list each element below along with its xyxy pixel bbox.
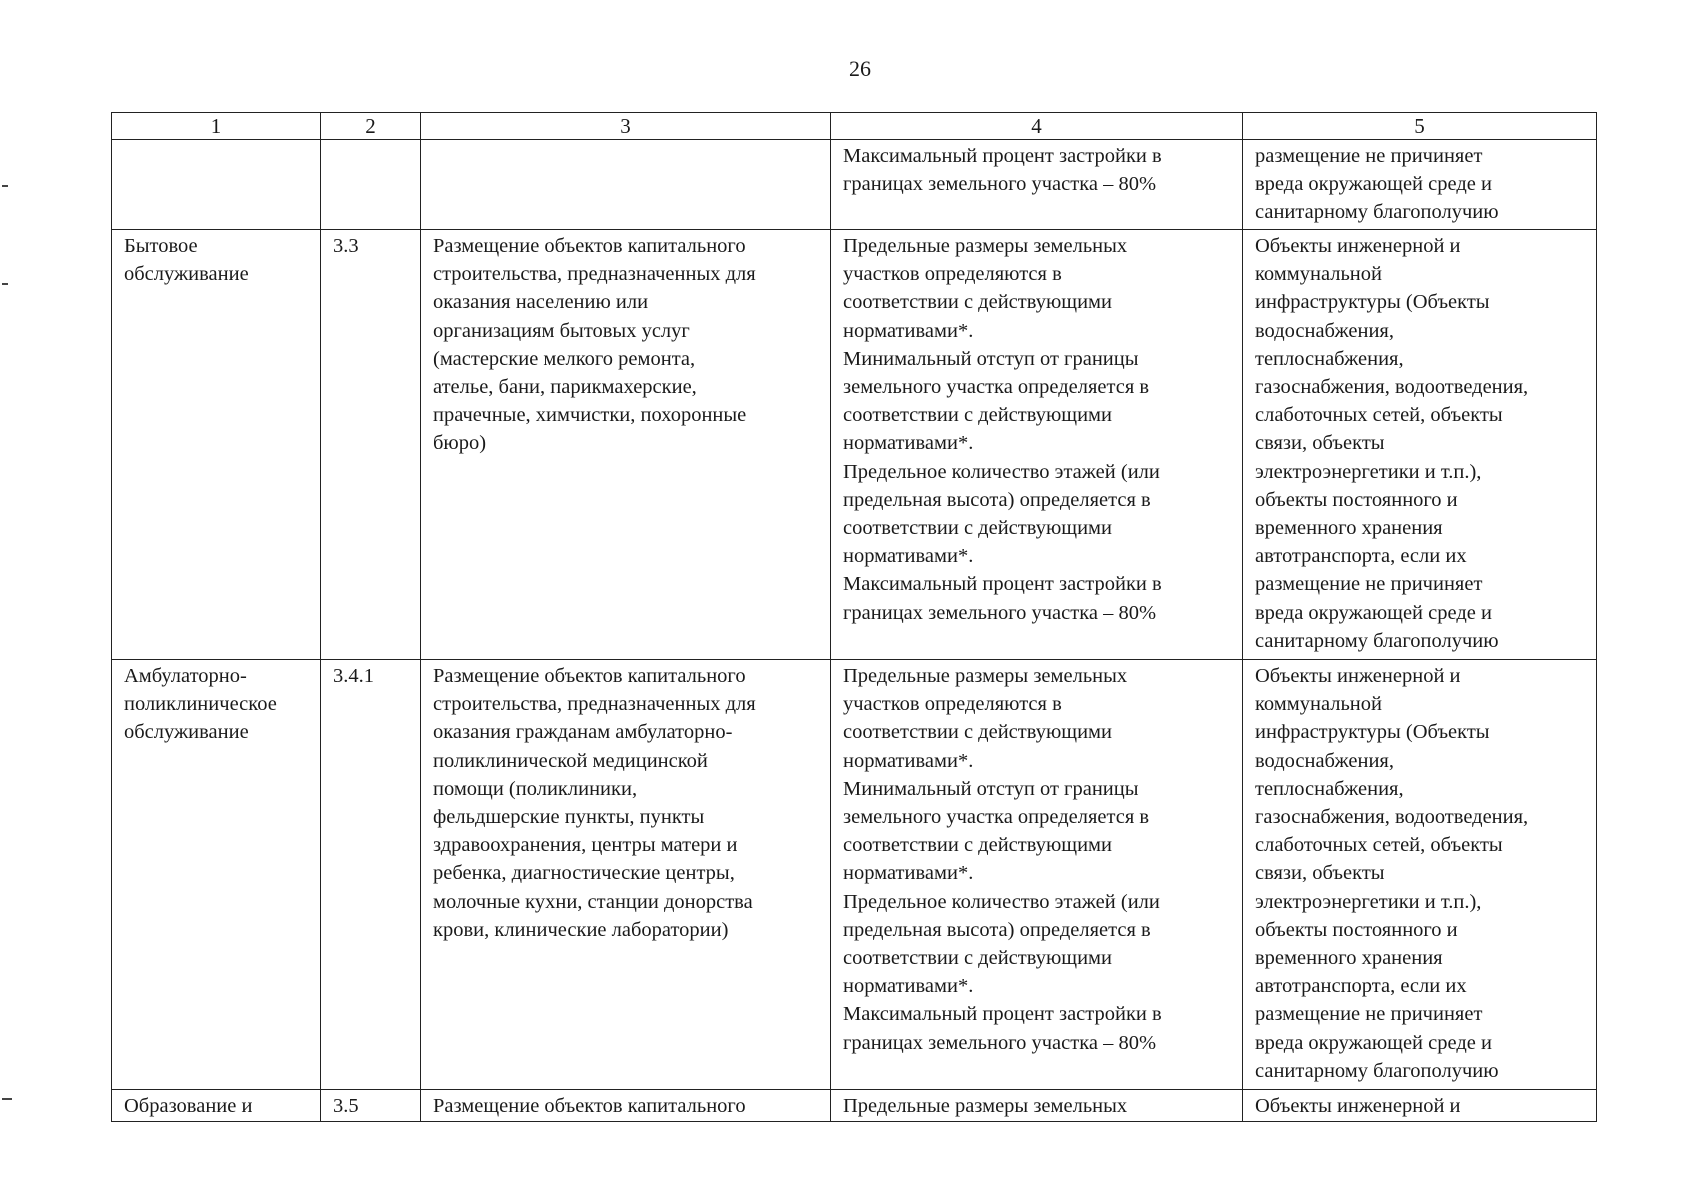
empty-cell [421, 140, 831, 230]
auxiliary-cell: Объекты инженерной и коммунальной инфраструктуры (Объекты водоснабжения, теплоснабжения, газоснабжения, водоотведения, слаботочных сетей, объекты связи, объекты электроэнергетики и т.п.), объекты постоянного и временного хранения автотранспорта, если их размещение не причиняет вреда окружающей среде и санитарному благополучию [1243, 230, 1597, 660]
header-row [112, 113, 1597, 140]
use-name-cell: Образование и [112, 1090, 321, 1122]
header-cell: 1 [112, 113, 321, 140]
empty-cell [321, 140, 421, 230]
description-cell: Размещение объектов капитального строительства, предназначенных для оказания гражданам амбулаторно- поликлинической медицинской помощи (поликлиники, фельдшерские пункты, пункты здравоохранения, центры матери и ребенка, диагностические центры, молочные кухни, станции донорства крови, клинические лаборатории) [421, 660, 831, 1090]
parameters-cell: Предельные размеры земельных участков определяются в соответствии с действующими нормативами*. Минимальный отступ от границы земельного участка определяется в соответствии с действующими нормативами*. Предельное количество этажей (или предельная высота) определяется в соответствии с действующими нормативами*. Максимальный процент застройки в границах земельного участка – 80% [831, 230, 1243, 660]
description-cell: Размещение объектов капитального [421, 1090, 831, 1122]
use-name-cell: Бытовое обслуживание [112, 230, 321, 660]
regulations-table [111, 112, 1597, 1122]
table-row [112, 660, 1597, 1090]
header-cell: 3 [421, 113, 831, 140]
header-cell: 2 [321, 113, 421, 140]
margin-mark [2, 185, 8, 187]
code-cell: 3.4.1 [321, 660, 421, 1090]
table-row [112, 1090, 1597, 1122]
description-cell: Размещение объектов капитального строительства, предназначенных для оказания населению или организациям бытовых услуг (мастерские мелкого ремонта, ателье, бани, парикмахерские, прачечные, химчистки, похоронные бюро) [421, 230, 831, 660]
margin-mark [2, 283, 8, 285]
parameters-cell: Максимальный процент застройки в границах земельного участка – 80% [831, 140, 1243, 230]
parameters-cell: Предельные размеры земельных [831, 1090, 1243, 1122]
continuation-row [112, 140, 1597, 230]
margin-mark [2, 1098, 12, 1100]
auxiliary-cell: размещение не причиняет вреда окружающей среде и санитарному благополучию [1243, 140, 1597, 230]
header-cell: 4 [831, 113, 1243, 140]
parameters-cell: Предельные размеры земельных участков определяются в соответствии с действующими нормативами*. Минимальный отступ от границы земельного участка определяется в соответствии с действующими нормативами*. Предельное количество этажей (или предельная высота) определяется в соответствии с действующими нормативами*. Максимальный процент застройки в границах земельного участка – 80% [831, 660, 1243, 1090]
header-cell: 5 [1243, 113, 1597, 140]
code-cell: 3.5 [321, 1090, 421, 1122]
auxiliary-cell: Объекты инженерной и коммунальной инфраструктуры (Объекты водоснабжения, теплоснабжения, газоснабжения, водоотведения, слаботочных сетей, объекты связи, объекты электроэнергетики и т.п.), объекты постоянного и временного хранения автотранспорта, если их размещение не причиняет вреда окружающей среде и санитарному благополучию [1243, 660, 1597, 1090]
table-row [112, 230, 1597, 660]
auxiliary-cell: Объекты инженерной и [1243, 1090, 1597, 1122]
use-name-cell: Амбулаторно- поликлиническое обслуживание [112, 660, 321, 1090]
empty-cell [112, 140, 321, 230]
page-number: 26 [849, 56, 871, 81]
code-cell: 3.3 [321, 230, 421, 660]
